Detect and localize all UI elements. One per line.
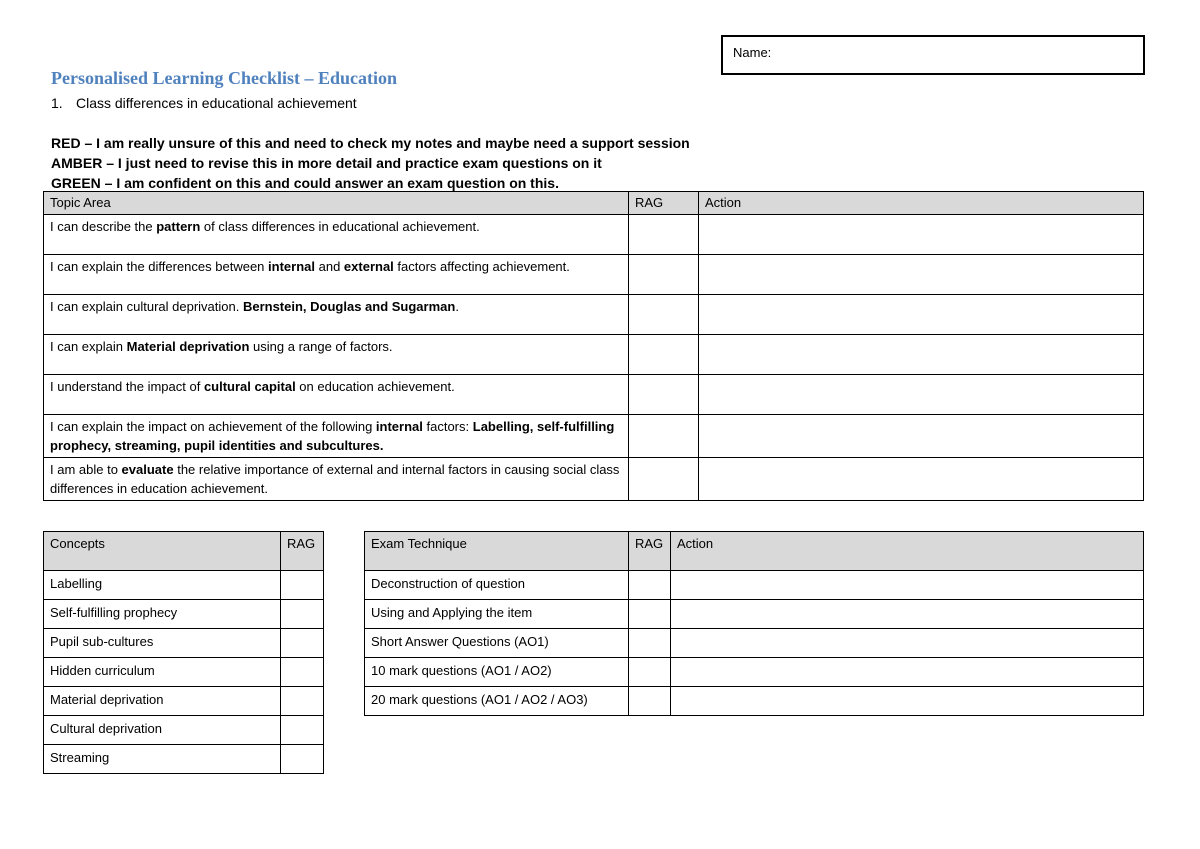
rag-cell[interactable] xyxy=(629,571,671,600)
table-row xyxy=(44,600,324,629)
rag-cell[interactable] xyxy=(281,687,324,716)
table-row xyxy=(44,629,324,658)
exam-technique-cell: Short Answer Questions (AO1) xyxy=(365,629,629,658)
rag-cell[interactable] xyxy=(629,600,671,629)
rag-cell[interactable] xyxy=(281,571,324,600)
table-row xyxy=(44,458,1144,501)
section-heading xyxy=(51,95,357,111)
exam-technique-cell: 10 mark questions (AO1 / AO2) xyxy=(365,658,629,687)
table-row xyxy=(44,415,1144,458)
table-row xyxy=(365,687,1144,716)
table-row xyxy=(44,745,324,774)
rag-cell[interactable] xyxy=(281,629,324,658)
topic-keyword: Material deprivation xyxy=(126,339,250,354)
table-header-row xyxy=(44,532,324,571)
header-exam-technique: Exam Technique xyxy=(365,532,629,571)
topic-text: I can explain the differences between xyxy=(50,259,269,274)
rag-cell[interactable] xyxy=(629,215,699,255)
rag-cell[interactable] xyxy=(281,658,324,687)
exam-technique-table xyxy=(364,531,1144,716)
topic-text: and xyxy=(315,259,344,274)
rag-cell[interactable] xyxy=(281,745,324,774)
table-row xyxy=(44,215,1144,255)
rag-cell[interactable] xyxy=(629,255,699,295)
topic-text: of class differences in educational achievement. xyxy=(200,219,480,234)
legend-amber: AMBER – I just need to revise this in more detail and practice exam questions on it xyxy=(51,155,602,171)
topic-text: I can explain cultural deprivation. xyxy=(50,299,243,314)
topic-text: factors affecting achievement. xyxy=(393,259,570,274)
table-row xyxy=(365,600,1144,629)
rag-cell[interactable] xyxy=(629,687,671,716)
table-row xyxy=(44,687,324,716)
concept-cell: Material deprivation xyxy=(44,687,281,716)
topic-cell xyxy=(44,215,629,255)
topic-cell xyxy=(44,335,629,375)
table-row xyxy=(44,571,324,600)
table-row xyxy=(365,658,1144,687)
rag-cell[interactable] xyxy=(629,335,699,375)
topic-keyword: cultural capital xyxy=(203,379,296,394)
action-cell[interactable] xyxy=(699,335,1144,375)
concept-cell: Cultural deprivation xyxy=(44,716,281,745)
page-title: Personalised Learning Checklist – Education xyxy=(51,68,398,88)
rag-cell[interactable] xyxy=(629,375,699,415)
action-cell[interactable] xyxy=(699,375,1144,415)
table-row xyxy=(44,658,324,687)
topic-text: the relative importance of external and internal factors in causing social class differences in education achievement. xyxy=(50,462,620,496)
rag-cell[interactable] xyxy=(629,658,671,687)
topic-text: I can describe the xyxy=(50,219,157,234)
topic-text: I understand the impact of xyxy=(50,379,204,394)
legend-red: RED – I am really unsure of this and need to check my notes and maybe need a support session xyxy=(51,135,690,151)
topic-cell xyxy=(44,295,629,335)
topic-keyword: Bernstein, Douglas and Sugarman xyxy=(242,299,456,314)
action-cell[interactable] xyxy=(699,295,1144,335)
table-header-row xyxy=(44,192,1144,215)
table-row xyxy=(44,375,1144,415)
rag-cell[interactable] xyxy=(629,629,671,658)
table-row xyxy=(44,716,324,745)
concepts-table xyxy=(43,531,324,774)
header-action: Action xyxy=(699,192,1144,215)
header-action: Action xyxy=(671,532,1144,571)
concept-cell: Labelling xyxy=(44,571,281,600)
exam-technique-cell: Using and Applying the item xyxy=(365,600,629,629)
header-rag: RAG xyxy=(629,532,671,571)
legend-green: GREEN – I am confident on this and could answer an exam question on this. xyxy=(51,175,559,191)
table-row xyxy=(365,571,1144,600)
topic-text: I am able to xyxy=(50,462,122,477)
rag-cell[interactable] xyxy=(629,458,699,501)
topic-keyword: pattern xyxy=(156,219,201,234)
name-field[interactable] xyxy=(721,35,1145,75)
topic-cell xyxy=(44,458,629,501)
section-number: 1. xyxy=(51,95,63,111)
topic-keyword: internal xyxy=(375,419,423,434)
topic-text: using a range of factors. xyxy=(249,339,393,354)
table-row xyxy=(44,295,1144,335)
topic-text: . xyxy=(455,299,459,314)
topic-text: factors: xyxy=(422,419,473,434)
topic-text: on education achievement. xyxy=(295,379,455,394)
exam-technique-cell: 20 mark questions (AO1 / AO2 / AO3) xyxy=(365,687,629,716)
rag-cell[interactable] xyxy=(629,415,699,458)
rag-cell[interactable] xyxy=(629,295,699,335)
concept-cell: Streaming xyxy=(44,745,281,774)
topic-text: I can explain the impact on achievement of the following xyxy=(50,419,376,434)
topic-table xyxy=(43,191,1144,501)
header-topic-area: Topic Area xyxy=(44,192,629,215)
rag-cell[interactable] xyxy=(281,600,324,629)
header-rag: RAG xyxy=(281,532,324,571)
action-cell[interactable] xyxy=(671,658,1144,687)
action-cell[interactable] xyxy=(671,571,1144,600)
table-row xyxy=(44,255,1144,295)
action-cell[interactable] xyxy=(699,415,1144,458)
rag-cell[interactable] xyxy=(281,716,324,745)
concept-cell: Self-fulfilling prophecy xyxy=(44,600,281,629)
action-cell[interactable] xyxy=(671,629,1144,658)
name-label: Name: xyxy=(733,45,772,60)
header-rag: RAG xyxy=(629,192,699,215)
exam-technique-cell: Deconstruction of question xyxy=(365,571,629,600)
topic-cell xyxy=(44,255,629,295)
table-row xyxy=(365,629,1144,658)
topic-keyword: evaluate xyxy=(121,462,174,477)
section-title: Class differences in educational achievement xyxy=(76,95,357,111)
topic-cell xyxy=(44,415,629,458)
header-concepts: Concepts xyxy=(44,532,281,571)
table-header-row xyxy=(365,532,1144,571)
rag-legend xyxy=(51,133,690,193)
topic-cell xyxy=(44,375,629,415)
concept-cell: Pupil sub-cultures xyxy=(44,629,281,658)
table-row xyxy=(44,335,1144,375)
topic-keyword: external xyxy=(343,259,394,274)
topic-text: I can explain xyxy=(50,339,127,354)
action-cell[interactable] xyxy=(671,687,1144,716)
action-cell[interactable] xyxy=(671,600,1144,629)
topic-keyword: Labelling, self-fulfilling prophecy, streaming, pupil identities and subcultures. xyxy=(50,419,615,453)
action-cell[interactable] xyxy=(699,255,1144,295)
topic-keyword: internal xyxy=(268,259,315,274)
concept-cell: Hidden curriculum xyxy=(44,658,281,687)
action-cell[interactable] xyxy=(699,458,1144,501)
action-cell[interactable] xyxy=(699,215,1144,255)
